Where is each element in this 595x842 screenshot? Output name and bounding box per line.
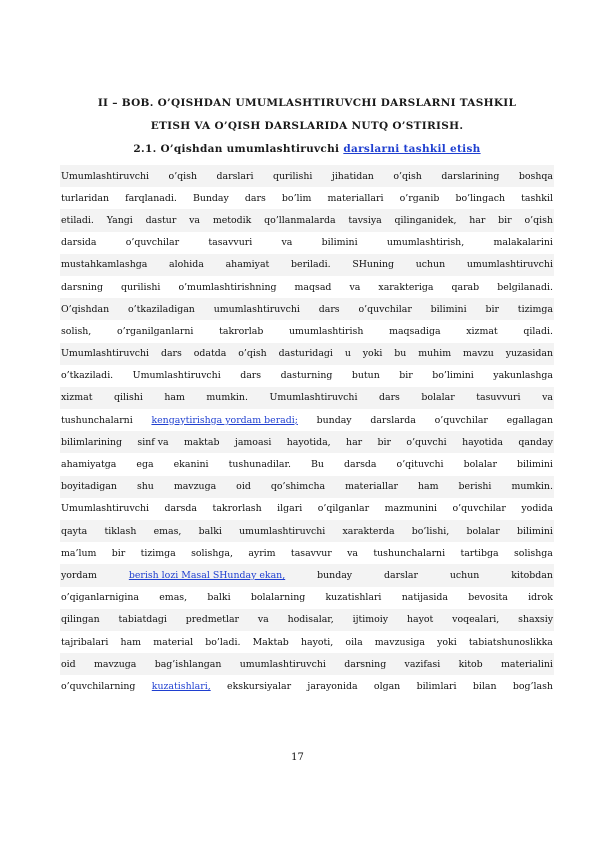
word: umumlashtiruvchi (239, 658, 326, 670)
word: ham (418, 481, 439, 493)
word: tushunchalarni (373, 547, 446, 559)
word: dasturning (280, 370, 333, 382)
word: har (469, 214, 486, 226)
word: darsning (344, 658, 387, 670)
text-line (60, 476, 554, 498)
chapter-title-line-2: ETISH VA O’QISH DARSLARIDA NUTQ O’STIRISH. (150, 120, 464, 132)
word: bir (399, 370, 413, 382)
word: bolalar (463, 459, 497, 471)
word: o’qiganlarnigina (61, 592, 139, 604)
word: va (281, 237, 293, 249)
text-line (60, 298, 554, 320)
word: mavzusiga (374, 636, 425, 648)
word: bolalar (466, 525, 500, 537)
word: bolalarning (250, 592, 306, 604)
word: o’quvchi (406, 436, 447, 448)
word: ham (164, 392, 185, 404)
word: hodisalar, (287, 614, 334, 626)
word: bilan (472, 680, 497, 692)
word: bir (377, 436, 392, 448)
word: hayot (406, 614, 434, 626)
word: ahamiyatga (61, 459, 117, 471)
word: o’qish (524, 214, 553, 226)
body-paragraph (60, 165, 554, 698)
word: materialini (501, 658, 553, 670)
word: takrorlab (219, 325, 264, 337)
word: umumlashtiruvchi (466, 259, 553, 271)
word: jihatidan (331, 170, 374, 182)
word: xarakteriga (378, 281, 434, 293)
word: uchun (449, 569, 480, 581)
word: farqlanadi. (125, 192, 177, 204)
word: yordam (61, 569, 97, 581)
text-line (60, 431, 554, 453)
word: darsning (61, 281, 103, 293)
word: maqsadiga (389, 325, 441, 337)
word: tasavvur (290, 547, 332, 559)
word: solishga, (191, 547, 233, 559)
word: qo’shimcha (270, 481, 326, 493)
word: o’quvchilar (358, 303, 412, 315)
text-line (60, 631, 554, 653)
word: ega (136, 459, 154, 471)
word: umumlashtiruvchi (213, 303, 300, 315)
word: qilishi (114, 392, 143, 404)
word: darslar (384, 569, 418, 581)
word: va (542, 392, 553, 404)
inline-link[interactable]: kengaytirishga yordam beradi; (151, 414, 298, 426)
word: bilimini (321, 237, 358, 249)
word: kitob (458, 658, 483, 670)
chapter-title-line-1: II – BOB. O’QISHDAN UMUMLASHTIRUVCHI DARSLARNI TASHKIL (97, 97, 517, 109)
word: Umumlashtiruvchi (269, 392, 358, 404)
word: mazmunini (384, 503, 438, 515)
word: mumkin. (206, 392, 248, 404)
word: o’qilganlar (317, 503, 370, 515)
text-line (60, 165, 554, 187)
word: maqsad (294, 281, 332, 293)
word: muhim (418, 348, 452, 360)
word: darslarining (441, 170, 500, 182)
word: berishi (458, 481, 492, 493)
word: materiallari (327, 192, 384, 204)
word: qurilishi (121, 281, 161, 293)
word: o’quvchilar (125, 237, 180, 249)
word: va (347, 547, 359, 559)
word: bolalar (421, 392, 455, 404)
word: mavzuga (94, 658, 137, 670)
text-line (60, 609, 554, 631)
word: Umumlashtiruvchi (61, 348, 150, 360)
word: xizmat (61, 392, 93, 404)
word: bilimlari (416, 680, 457, 692)
text-line (60, 254, 554, 276)
word: o’qituvchi (396, 459, 444, 471)
section-title-text: 2.1. O’qishdan umumlashtiruvchi (133, 143, 340, 155)
word: kuzatishlari (325, 592, 382, 604)
text-line (60, 587, 554, 609)
word: yuzasidan (505, 348, 553, 360)
text-line (60, 520, 554, 542)
word: emas, (159, 592, 188, 604)
word: etiladi. (61, 214, 94, 226)
word: dasturidagi (278, 348, 333, 360)
word: bog’lash (512, 680, 553, 692)
word: qilingan (61, 614, 100, 626)
word: bir (485, 303, 499, 315)
word: dars (318, 303, 340, 315)
word: sinf va (137, 436, 169, 448)
word: tabiatdagi (118, 614, 167, 626)
word: ayrim (248, 547, 276, 559)
word: qarab (451, 281, 480, 293)
word: yoki (362, 348, 383, 360)
word: tartibga (460, 547, 499, 559)
text-line (60, 343, 554, 365)
word: u (344, 348, 351, 360)
word: solishga (513, 547, 553, 559)
word: bilimini (516, 525, 553, 537)
word: umumlashtirish (289, 325, 364, 337)
word: bilimlarining (61, 436, 123, 448)
word: turlaridan (61, 192, 109, 204)
word: har (346, 436, 363, 448)
word: tushunadilar. (228, 459, 291, 471)
word: Maktab (252, 636, 289, 648)
word: umumlashtirish, (386, 237, 465, 249)
word: yakunlashga (493, 370, 553, 382)
word: mavzu (463, 348, 494, 360)
word: bu (394, 348, 407, 360)
word: o’tkaziladi. (61, 370, 114, 382)
word: bag’ishlangan (154, 658, 222, 670)
word: tavsiya (348, 214, 382, 226)
word: dars (240, 370, 262, 382)
word: bir (498, 214, 512, 226)
word: material (153, 636, 194, 648)
word: bo’ladi. (205, 636, 241, 648)
word: o’rganilganlarni (116, 325, 194, 337)
word: O’qishdan (61, 303, 110, 315)
word: metodik (212, 214, 252, 226)
word: materiallar (345, 481, 399, 493)
word: predmetlar (185, 614, 240, 626)
word: bo’lishi, (411, 525, 450, 537)
word: ham (120, 636, 142, 648)
section-title (60, 141, 554, 157)
word: Bunday (192, 192, 229, 204)
word: kitobdan (511, 569, 553, 581)
word: boshqa (518, 170, 553, 182)
word: o’qish (168, 170, 198, 182)
word: bilimini (430, 303, 467, 315)
word: dastur (145, 214, 177, 226)
text-line (60, 320, 554, 342)
word: darslari (216, 170, 254, 182)
word: solish, (61, 325, 92, 337)
text-line (60, 232, 554, 254)
word: o’quvchilar (434, 414, 488, 426)
word: o’quvchilarning (61, 680, 136, 692)
word: va (349, 281, 361, 293)
word: o’mumlashtirishning (178, 281, 277, 293)
word: jarayonida (307, 680, 358, 692)
word: tajribalari (61, 636, 109, 648)
word: o’qish (238, 348, 267, 360)
word: o’qish (393, 170, 422, 182)
word: oid (61, 658, 76, 670)
inline-link[interactable]: kuzatishlari, (151, 680, 211, 692)
page-number: 17 (291, 752, 304, 763)
word: voqealari, (452, 614, 500, 626)
word: shaxsiy (518, 614, 553, 626)
word: yodida (521, 503, 553, 515)
word: qiladi. (523, 325, 553, 337)
word: takrorlash (212, 503, 262, 515)
word: ekskursiyalar (227, 680, 292, 692)
inline-link[interactable]: berish lozi Masal SHunday ekan, (128, 569, 286, 581)
word: bevosita (468, 592, 508, 604)
word: xizmat (466, 325, 498, 337)
word: tabiatshunoslikka (468, 636, 553, 648)
word: umumlashtiruvchi (239, 525, 326, 537)
word: darsda (164, 503, 198, 515)
text-line (60, 498, 554, 520)
word: mavzuga (173, 481, 217, 493)
word: Umumlashtiruvchi (61, 503, 150, 515)
word: mumkin. (511, 481, 553, 493)
word: Umumlashtiruvchi (61, 170, 150, 182)
word: va (189, 214, 201, 226)
word: alohida (169, 259, 204, 271)
word: qilinganidek, (394, 214, 457, 226)
word: dars (378, 392, 400, 404)
word: tasavvuri (208, 237, 253, 249)
word: dars (244, 192, 266, 204)
word: Yangi (106, 214, 133, 226)
word: darslarda (370, 414, 416, 426)
text-line (60, 365, 554, 387)
word: balki (198, 525, 222, 537)
text-line (60, 542, 554, 564)
word: ilgari (277, 503, 303, 515)
word: qanday (518, 436, 553, 448)
word: bunday (317, 569, 353, 581)
word: oila (345, 636, 363, 648)
word: shu (136, 481, 154, 493)
word: ahamiyat (225, 259, 270, 271)
word: bunday (316, 414, 352, 426)
word: olgan (373, 680, 401, 692)
word: Umumlashtiruvchi (132, 370, 221, 382)
word: ijtimoiy (352, 614, 389, 626)
word: malakalarini (493, 237, 553, 249)
word: tiklash (104, 525, 137, 537)
word: tashkil (521, 192, 553, 204)
section-title-link[interactable]: darslarni tashkil etish (343, 143, 481, 155)
word: boyitadigan (61, 481, 117, 493)
word: bo’limini (432, 370, 474, 382)
word: darsida (61, 237, 97, 249)
word: qo’llanmalarda (264, 214, 336, 226)
word: oid (236, 481, 251, 493)
word: jamoasi (234, 436, 272, 448)
word: vazifasi (404, 658, 441, 670)
word: o’quvchilar (452, 503, 506, 515)
text-line (60, 675, 554, 697)
word: tasuvvuri (476, 392, 521, 404)
word: ekanini (173, 459, 209, 471)
text-line (60, 209, 554, 231)
word: qurilishi (273, 170, 313, 182)
word: natijasida (401, 592, 448, 604)
text-line (60, 387, 554, 409)
word: ma’lum (61, 547, 97, 559)
word: tushunchalarni (61, 414, 133, 426)
word: tizimga (140, 547, 176, 559)
text-line (60, 187, 554, 209)
word: bo’lim (281, 192, 312, 204)
text-line (60, 276, 554, 298)
word: hayotida (462, 436, 503, 448)
word: tizimga (517, 303, 553, 315)
word: xarakterda (342, 525, 395, 537)
word: o’rganib (399, 192, 440, 204)
word: SHuning (352, 259, 395, 271)
word: bo’lingach (455, 192, 505, 204)
word: dars (160, 348, 182, 360)
word: mustahkamlashga (61, 259, 148, 271)
word: beriladi. (291, 259, 331, 271)
word: idrok (528, 592, 553, 604)
word: uchun (415, 259, 446, 271)
word: o’tkaziladigan (128, 303, 195, 315)
text-line (60, 653, 554, 675)
word: hayotida, (286, 436, 331, 448)
word: bilimini (517, 459, 553, 471)
word: darsda (344, 459, 377, 471)
word: belgilanadi. (497, 281, 553, 293)
word: butun (351, 370, 380, 382)
word: emas, (153, 525, 182, 537)
word: bir (111, 547, 126, 559)
word: Bu (311, 459, 324, 471)
word: maktab (184, 436, 220, 448)
word: odatda (193, 348, 227, 360)
word: egallagan (506, 414, 553, 426)
word: qayta (61, 525, 88, 537)
word: va (257, 614, 269, 626)
text-line (60, 453, 554, 475)
word: balki (207, 592, 231, 604)
word: yoki (437, 636, 457, 648)
text-line (60, 409, 554, 431)
text-line (60, 564, 554, 586)
word: hayoti, (300, 636, 334, 648)
